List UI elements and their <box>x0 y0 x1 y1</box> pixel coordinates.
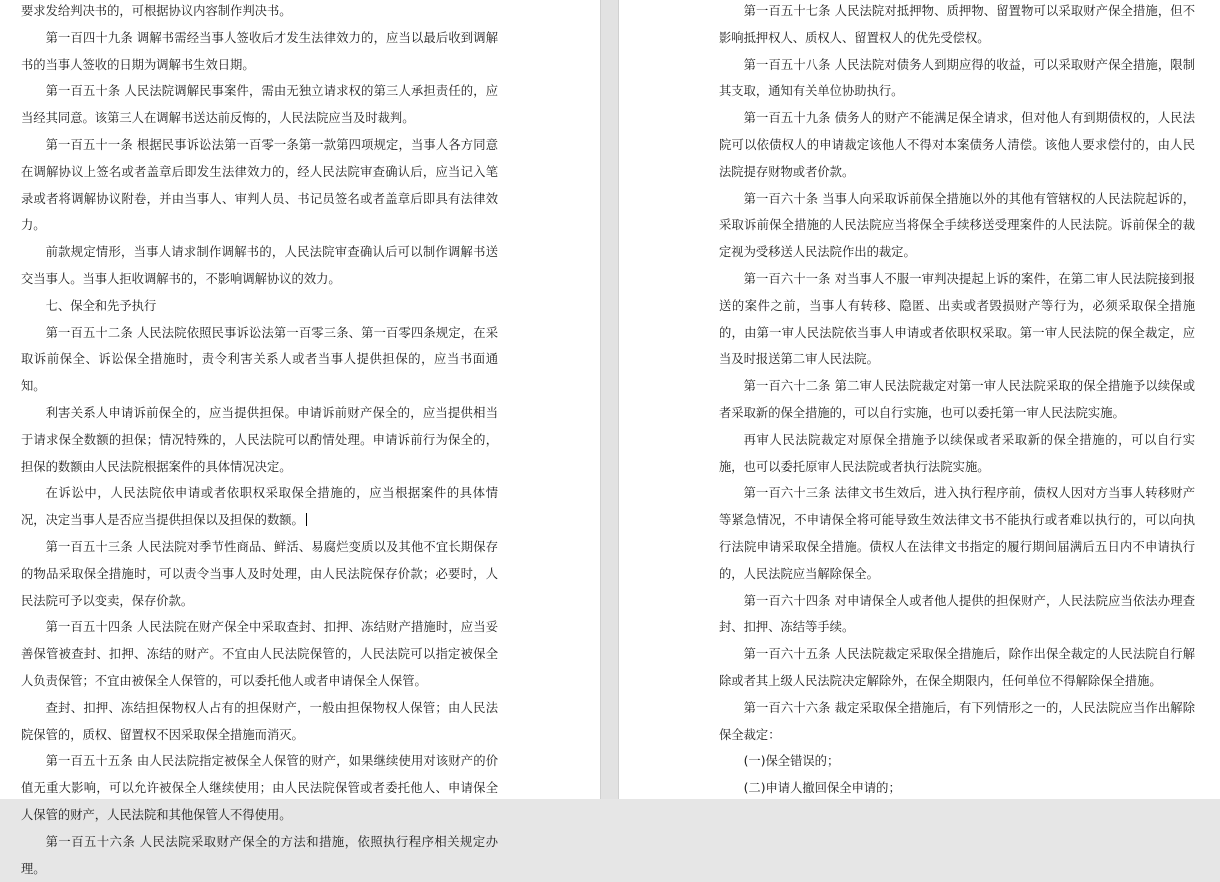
paragraph: 第一百五十一条 根据民事诉讼法第一百零一条第一款第四项规定，当事人各方同意在调解协议上签名或者盖章后即发生法律效力的，经人民法院审查确认后，应当记入笔录或者将调解协议附卷，并由当事人、审判人员、书记员签名或者盖章后即具有法律效力。 <box>21 137 498 233</box>
paragraph: 再审人民法院裁定对原保全措施予以续保或者采取新的保全措施的，可以自行实施，也可以委托原审人民法院或者执行法院实施。 <box>719 432 1195 474</box>
paragraph: 第一百五十二条 人民法院依照民事诉讼法第一百零三条、第一百零四条规定，在采取诉前保全、诉讼保全措施时，责令利害关系人或者当事人提供担保的，应当书面通知。 <box>21 325 498 394</box>
paragraph: 第一百六十一条 对当事人不服一审判决提起上诉的案件，在第二审人民法院接到报送的案件之前，当事人有转移、隐匿、出卖或者毁损财产等行为，必须采取保全措施的，由第一审人民法院依当事人申请或者依职权采取。第一审人民法院的保全裁定，应当及时报送第二审人民法院。 <box>719 271 1195 367</box>
paragraph: 利害关系人申请诉前保全的，应当提供担保。申请诉前财产保全的，应当提供相当于请求保全数额的担保；情况特殊的，人民法院可以酌情处理。申请诉前行为保全的，担保的数额由人民法院根据案件的具体情况决定。 <box>21 405 498 474</box>
paragraph: 第一百四十九条 调解书需经当事人签收后才发生法律效力的，应当以最后收到调解书的当事人签收的日期为调解书生效日期。 <box>21 30 498 72</box>
section-heading: 七、保全和先予执行 <box>45 298 157 313</box>
paragraph: 前款规定情形，当事人请求制作调解书的，人民法院审查确认后可以制作调解书送交当事人。当事人拒收调解书的，不影响调解协议的效力。 <box>21 245 498 286</box>
page-gutter <box>600 0 619 799</box>
paragraph-text: 在诉讼中，人民法院依申请或者依职权采取保全措施的，应当根据案件的具体情况，决定当事人是否应当提供担保以及担保的数额。 <box>21 486 498 528</box>
document-page-left <box>0 0 600 876</box>
paragraph: 第一百五十四条 人民法院在财产保全中采取查封、扣押、冻结财产措施时，应当妥善保管被查封、扣押、冻结的财产。不宜由人民法院保管的，人民法院可以指定被保全人负责保管；不宜由被保全人保管的，可以委托他人或者申请保全人保管。 <box>21 620 498 688</box>
paragraph: 第一百五十六条 人民法院采取财产保全的方法和措施，依照执行程序相关规定办理。 <box>21 834 498 876</box>
list-item: (二)申请人撤回保全申请的； <box>743 781 901 796</box>
page-text-left <box>21 0 498 882</box>
paragraph: 第一百五十八条 人民法院对债务人到期应得的收益，可以采取财产保全措施，限制其支取，通知有关单位协助执行。 <box>719 57 1195 99</box>
paragraph-with-caret[interactable] <box>21 480 498 534</box>
paragraph: 第一百六十六条 裁定采取保全措施后，有下列情形之一的，人民法院应当作出解除保全裁定： <box>719 700 1195 742</box>
paragraph: 第一百六十五条 人民法院裁定采取保全措施后，除作出保全裁定的人民法院自行解除或者其上级人民法院决定解除外，在保全期限内，任何单位不得解除保全措施。 <box>719 647 1195 688</box>
paragraph: 第一百六十四条 对申请保全人或者他人提供的担保财产，人民法院应当依法办理查封、扣押、冻结等手续。 <box>719 593 1195 635</box>
page-text-right <box>719 0 1195 802</box>
paragraph: 第一百五十条 人民法院调解民事案件，需由无独立请求权的第三人承担责任的，应当经其同意。该第三人在调解书送达前反悔的，人民法院应当及时裁判。 <box>21 84 498 126</box>
paragraph: 第一百六十三条 法律文书生效后，进入执行程序前，债权人因对方当事人转移财产等紧急情况，不申请保全将可能导致生效法律文书不能执行或者难以执行的，可以向执行法院申请采取保全措施。债权人在法律文书指定的履行期间届满后五日内不申请执行的，人民法院应当解除保全。 <box>719 486 1195 581</box>
paragraph: 查封、扣押、冻结担保物权人占有的担保财产，一般由担保物权人保管；由人民法院保管的，质权、留置权不因采取保全措施而消灭。 <box>21 700 498 742</box>
paragraph: 第一百五十七条 人民法院对抵押物、质押物、留置物可以采取财产保全措施，但不影响抵押权人、质权人、留置权人的优先受偿权。 <box>719 4 1195 45</box>
paragraph: 第一百五十九条 债务人的财产不能满足保全请求，但对他人有到期债权的，人民法院可以依债权人的申请裁定该他人不得对本案债务人清偿。该他人要求偿付的，由人民法院提存财物或者价款。 <box>719 111 1195 179</box>
paragraph: 要求发给判决书的，可根据协议内容制作判决书。 <box>21 4 292 18</box>
paragraph: 第一百五十三条 人民法院对季节性商品、鲜活、易腐烂变质以及其他不宜长期保存的物品采取保全措施时，可以责令当事人及时处理，由人民法院保存价款；必要时，人民法院可予以变卖，保存价款。 <box>21 539 498 608</box>
paragraph: 第一百五十五条 由人民法院指定被保全人保管的财产，如果继续使用对该财产的价值无重大影响，可以允许被保全人继续使用；由人民法院保管或者委托他人、申请保全人保管的财产，人民法院和其他保管人不得使用。 <box>21 754 498 822</box>
list-item: (一)保全错误的； <box>743 754 840 769</box>
paragraph: 第一百六十条 当事人向采取诉前保全措施以外的其他有管辖权的人民法院起诉的，采取诉前保全措施的人民法院应当将保全手续移送受理案件的人民法院。诉前保全的裁定视为受移送人民法院作出的裁定。 <box>719 191 1195 260</box>
paragraph: 第一百六十二条 第二审人民法院裁定对第一审人民法院采取的保全措施予以续保或者采取新的保全措施的，可以自行实施，也可以委托第一审人民法院实施。 <box>719 379 1195 420</box>
document-page-right <box>619 0 1220 799</box>
text-cursor <box>306 513 308 526</box>
